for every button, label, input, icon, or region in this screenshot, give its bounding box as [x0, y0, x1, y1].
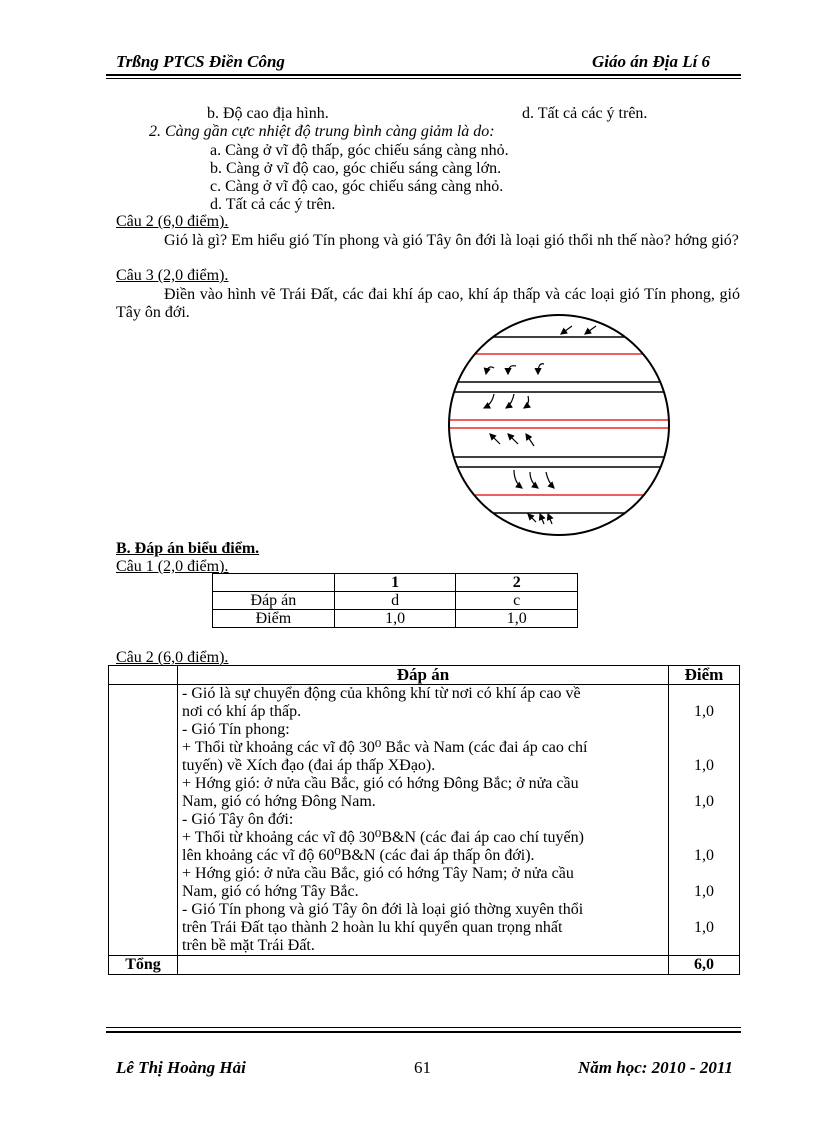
table-row [109, 685, 740, 956]
answer-line: tuyến) về Xích đạo (đai áp thấp XĐạo). [182, 757, 436, 774]
score-value [673, 721, 735, 739]
footer-author: Lê Thị Hoàng Hải [116, 1058, 246, 1077]
table-header-cell: Đáp án [178, 666, 669, 685]
table-row [213, 574, 578, 592]
question3-text: Điền vào hình vẽ Trái Đất, các đai khí áp cao, khí áp thấp và các loại gió Tín phong, gió Tây ôn đới. [116, 286, 740, 321]
wind-arrow [490, 434, 500, 444]
score-value: 1,0 [694, 847, 714, 864]
latitude-lines [448, 337, 670, 513]
wind-arrow [484, 394, 494, 408]
answer-lines-cell [178, 685, 669, 956]
answer-line: + Hớng gió: ở nửa cầu Bắc, gió có hớng Tây Nam; ở nửa cầu [182, 865, 574, 882]
answer-section-title: B. Đáp án biểu điểm. [116, 540, 260, 557]
score-value [673, 775, 735, 793]
wind-arrow [486, 367, 494, 374]
answer-line: - Gió Tín phong và gió Tây ôn đới là loại gió thờng xuyên thổi [182, 901, 584, 918]
answer-line: lên khoảng các vĩ độ 60⁰B&N (các đai áp thấp ôn đới). [182, 847, 535, 864]
header-rule-thin [106, 78, 741, 79]
wind-arrow [508, 434, 518, 444]
table-cell: Điểm [213, 610, 335, 628]
table-header-cell [213, 574, 335, 592]
answer-line: Nam, gió có hớng Đông Nam. [182, 793, 376, 810]
answer-line: - Gió Tây ôn đới: [182, 811, 294, 828]
answer-line: + Thổi từ khoảng các vĩ độ 30⁰B&N (các đai áp cao chí tuyến) [182, 829, 584, 846]
answer-line: - Gió Tín phong: [182, 721, 290, 738]
wind-arrow [546, 472, 554, 488]
answer-line: - Gió là sự chuyển động của không khí từ nơi có khí áp cao về [182, 685, 581, 702]
table-row [213, 592, 578, 610]
score-value: 1,0 [694, 883, 714, 900]
answer-line: trên Trái Đất tạo thành 2 hoàn lu khí quyển quan trọng nhất [182, 919, 563, 936]
q1-item2-c: c. Càng ở vĩ độ cao, góc chiếu sáng càng nhỏ. [210, 178, 504, 195]
wind-arrow [548, 514, 552, 524]
table-cell: Đáp án [213, 592, 335, 610]
wind-arrow [528, 514, 536, 522]
footer-rule-thick [106, 1031, 741, 1033]
answer-line: + Thổi từ khoảng các vĩ độ 30⁰ Bắc và Nam (các đai áp cao chí [182, 739, 588, 756]
total-label: Tổng [109, 956, 178, 975]
table-cell: 1,0 [456, 610, 578, 628]
score-value [673, 937, 735, 955]
total-score: 6,0 [669, 956, 740, 975]
score-value [673, 811, 735, 829]
question2-text: Gió là gì? Em hiểu gió Tín phong và gió Tây ôn đới là loại gió thổi nh thế nào? hớng gió? [164, 232, 739, 249]
answer-table-q2 [108, 665, 740, 975]
wind-arrows [484, 326, 596, 524]
score-value [673, 865, 735, 883]
earth-pressure-belts-diagram [448, 312, 670, 538]
wind-arrow [506, 394, 514, 408]
table-row [109, 666, 740, 685]
score-value [673, 901, 735, 919]
answer-line: Nam, gió có hớng Tây Bắc. [182, 883, 359, 900]
table-header-cell [109, 666, 178, 685]
wind-arrow [524, 396, 529, 408]
wind-arrow [514, 470, 522, 488]
wind-arrow [508, 366, 516, 374]
header-school: Trßng PTCS Điền Công [116, 52, 285, 71]
score-value [673, 739, 735, 757]
q1-option-d: d. Tất cả các ý trên. [522, 105, 648, 122]
q1-option-b: b. Độ cao địa hình. [207, 105, 329, 122]
score-value: 1,0 [694, 757, 714, 774]
question3-heading: Câu 3 (2,0 điểm). [116, 267, 229, 284]
answer-table-q1 [212, 573, 578, 628]
q1-item2-a: a. Càng ở vĩ độ thấp, góc chiếu sáng càng nhỏ. [210, 142, 509, 159]
footer-school-year: Năm học: 2010 - 2011 [578, 1058, 733, 1077]
footer-rule-thin [106, 1027, 741, 1028]
answer-q2-heading: Câu 2 (6,0 điểm). [116, 649, 229, 666]
score-value: 1,0 [694, 703, 714, 720]
wind-arrow [540, 514, 544, 524]
question2-heading: Câu 2 (6,0 điểm). [116, 213, 229, 230]
score-lines-cell [669, 685, 740, 956]
table-cell [109, 685, 178, 956]
table-cell: d [334, 592, 456, 610]
q1-item2-d: d. Tất cả các ý trên. [210, 196, 336, 213]
header-rule-thick [106, 74, 741, 76]
table-header-cell: 1 [334, 574, 456, 592]
table-header-cell: Điểm [669, 666, 740, 685]
q1-item2-b: b. Càng ở vĩ độ cao, góc chiếu sáng càng lớn. [210, 160, 502, 177]
wind-arrow [561, 326, 572, 334]
wind-arrow [585, 326, 596, 334]
header-subject: Giáo án Địa Lí 6 [592, 52, 711, 71]
score-value: 1,0 [694, 793, 714, 810]
table-row [109, 956, 740, 975]
table-cell [178, 956, 669, 975]
table-cell: c [456, 592, 578, 610]
wind-arrow [530, 472, 538, 488]
table-cell: 1,0 [334, 610, 456, 628]
answer-line: trên bề mặt Trái Đất. [182, 937, 315, 954]
score-value [673, 685, 735, 703]
footer-page-number: 61 [414, 1058, 431, 1077]
answer-line: nơi có khí áp thấp. [182, 703, 302, 720]
answer-q1-heading: Câu 1 (2,0 điểm). [116, 558, 229, 575]
wind-arrow [526, 434, 534, 446]
table-row [213, 610, 578, 628]
q1-item2-stem: 2. Càng gần cực nhiệt độ trung bình càng giảm là do: [149, 123, 495, 140]
score-value: 1,0 [694, 919, 714, 936]
wind-arrow [538, 364, 544, 374]
score-value [673, 829, 735, 847]
earth-outline [449, 315, 669, 535]
table-header-cell: 2 [456, 574, 578, 592]
answer-line: + Hớng gió: ở nửa cầu Bắc, gió có hớng Đông Bắc; ở nửa cầu [182, 775, 579, 792]
